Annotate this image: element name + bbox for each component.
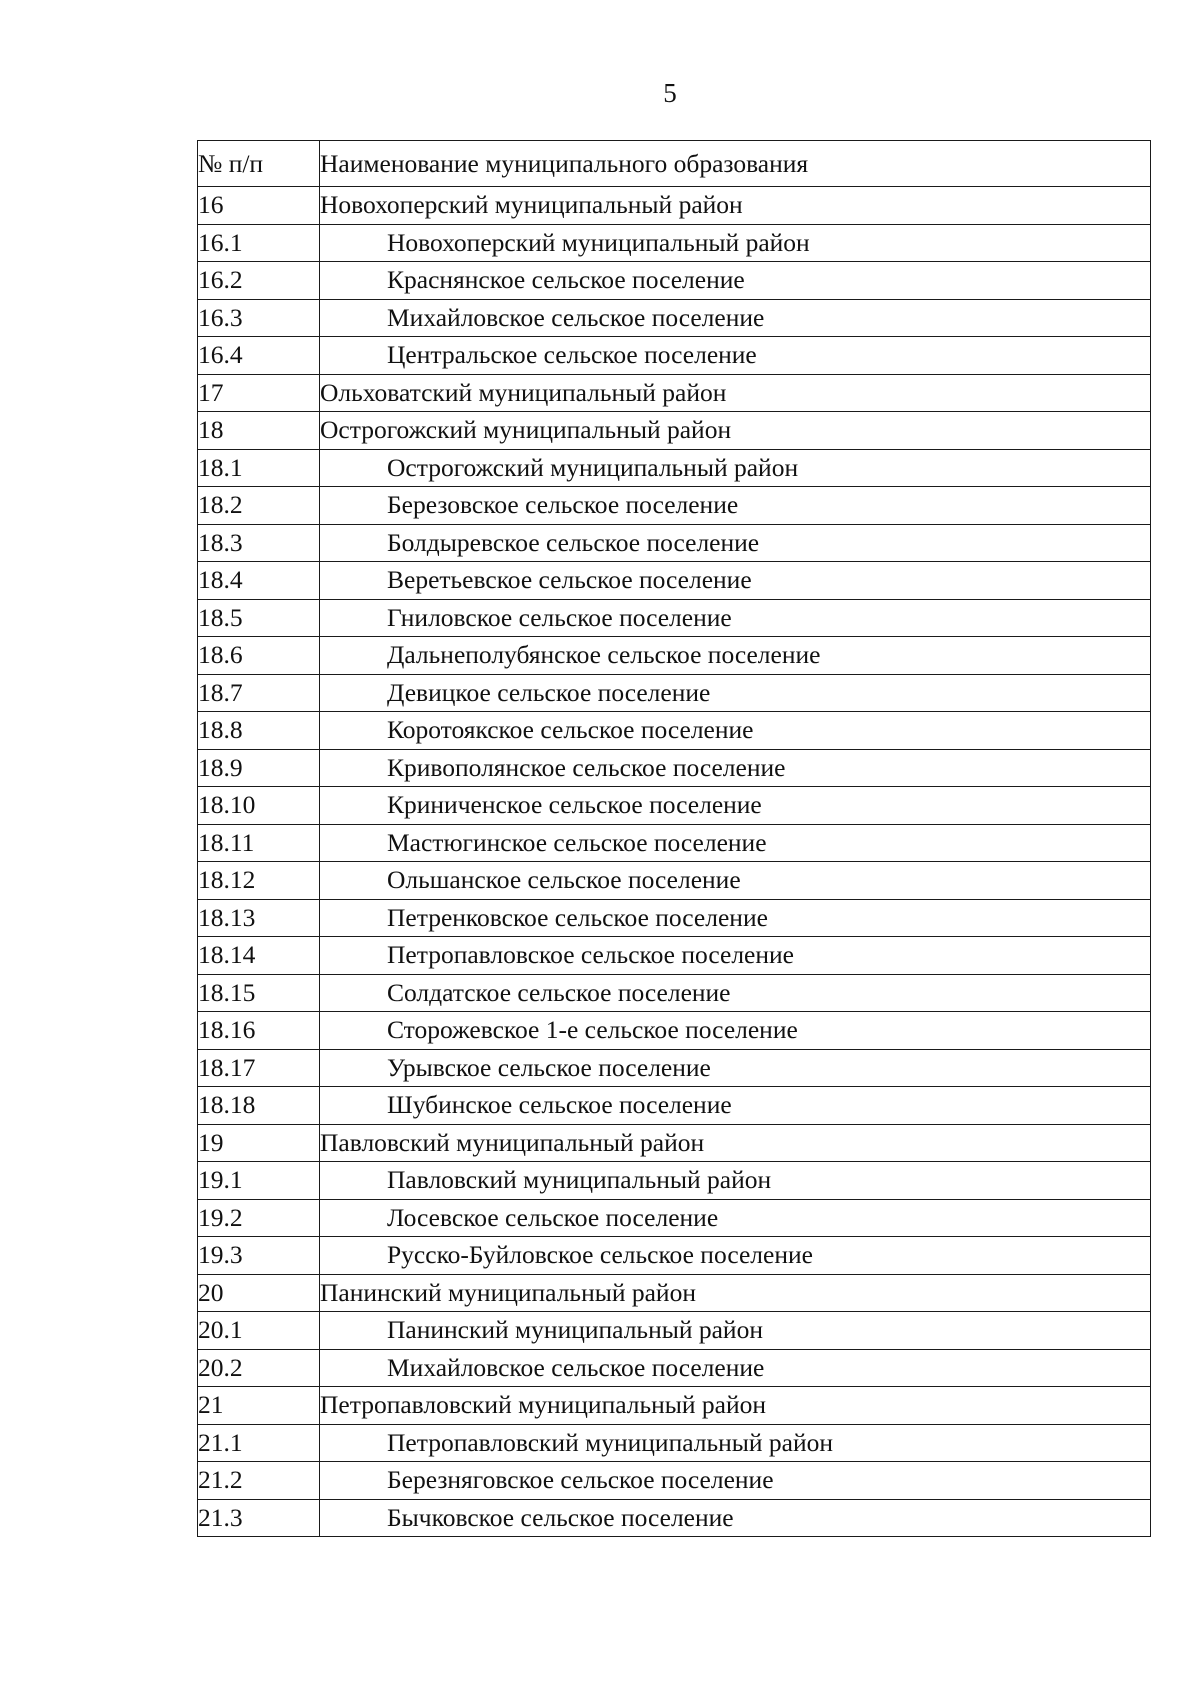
- row-number-cell: 21.2: [198, 1462, 320, 1500]
- header-name-column: Наименование муниципального образования: [320, 141, 1151, 187]
- table-row: [198, 562, 1151, 600]
- row-number-cell: 18.18: [198, 1087, 320, 1125]
- settlement-name-cell: Мастюгинское сельское поселение: [320, 824, 1151, 862]
- table-row: [198, 1424, 1151, 1462]
- header-number-column: № п/п: [198, 141, 320, 187]
- row-number-cell: 18.10: [198, 787, 320, 825]
- row-number-cell: 18.15: [198, 974, 320, 1012]
- row-number-cell: 21.3: [198, 1499, 320, 1537]
- district-name-cell: Ольховатский муниципальный район: [320, 374, 1151, 412]
- municipality-table: [197, 140, 1151, 1537]
- settlement-name-cell: Коротоякское сельское поселение: [320, 712, 1151, 750]
- settlement-name-cell: Павловский муниципальный район: [320, 1162, 1151, 1200]
- settlement-name-cell: Бычковское сельское поселение: [320, 1499, 1151, 1537]
- table-row: [198, 262, 1151, 300]
- row-number-cell: 18: [198, 412, 320, 450]
- table-row: [198, 187, 1151, 225]
- table-row: [198, 299, 1151, 337]
- settlement-name-cell: Шубинское сельское поселение: [320, 1087, 1151, 1125]
- settlement-name-cell: Ольшанское сельское поселение: [320, 862, 1151, 900]
- settlement-name-cell: Дальнеполубянское сельское поселение: [320, 637, 1151, 675]
- row-number-cell: 18.1: [198, 449, 320, 487]
- district-name-cell: Павловский муниципальный район: [320, 1124, 1151, 1162]
- table-row: [198, 524, 1151, 562]
- settlement-name-cell: Острогожский муниципальный район: [320, 449, 1151, 487]
- settlement-name-cell: Краснянское сельское поселение: [320, 262, 1151, 300]
- row-number-cell: 21: [198, 1387, 320, 1425]
- table-row: [198, 749, 1151, 787]
- settlement-name-cell: Девицкое сельское поселение: [320, 674, 1151, 712]
- table-row: [198, 1162, 1151, 1200]
- table-row: [198, 449, 1151, 487]
- row-number-cell: 20: [198, 1274, 320, 1312]
- table-row: [198, 862, 1151, 900]
- table-row: [198, 374, 1151, 412]
- district-name-cell: Новохоперский муниципальный район: [320, 187, 1151, 225]
- table-row: [198, 1087, 1151, 1125]
- table-row: [198, 1499, 1151, 1537]
- district-name-cell: Петропавловский муниципальный район: [320, 1387, 1151, 1425]
- table-row: [198, 674, 1151, 712]
- page-number: 5: [663, 78, 677, 108]
- table-row: [198, 787, 1151, 825]
- settlement-name-cell: Солдатское сельское поселение: [320, 974, 1151, 1012]
- table-row: [198, 1349, 1151, 1387]
- settlement-name-cell: Панинский муниципальный район: [320, 1312, 1151, 1350]
- table-row: [198, 487, 1151, 525]
- settlement-name-cell: Лосевское сельское поселение: [320, 1199, 1151, 1237]
- settlement-name-cell: Русско-Буйловское сельское поселение: [320, 1237, 1151, 1275]
- row-number-cell: 18.13: [198, 899, 320, 937]
- row-number-cell: 19: [198, 1124, 320, 1162]
- settlement-name-cell: Урывское сельское поселение: [320, 1049, 1151, 1087]
- table-row: [198, 412, 1151, 450]
- row-number-cell: 21.1: [198, 1424, 320, 1462]
- table-row: [198, 1237, 1151, 1275]
- table-row: [198, 1049, 1151, 1087]
- table-row: [198, 1387, 1151, 1425]
- settlement-name-cell: Петренковское сельское поселение: [320, 899, 1151, 937]
- table-row: [198, 1274, 1151, 1312]
- row-number-cell: 16.3: [198, 299, 320, 337]
- table-row: [198, 637, 1151, 675]
- table-row: [198, 1012, 1151, 1050]
- settlement-name-cell: Гниловское сельское поселение: [320, 599, 1151, 637]
- table-row: [198, 337, 1151, 375]
- row-number-cell: 18.8: [198, 712, 320, 750]
- row-number-cell: 17: [198, 374, 320, 412]
- row-number-cell: 20.2: [198, 1349, 320, 1387]
- row-number-cell: 18.5: [198, 599, 320, 637]
- table-row: [198, 974, 1151, 1012]
- settlement-name-cell: Веретьевское сельское поселение: [320, 562, 1151, 600]
- settlement-name-cell: Кривополянское сельское поселение: [320, 749, 1151, 787]
- settlement-name-cell: Криниченское сельское поселение: [320, 787, 1151, 825]
- row-number-cell: 18.6: [198, 637, 320, 675]
- row-number-cell: 18.9: [198, 749, 320, 787]
- settlement-name-cell: Михайловское сельское поселение: [320, 1349, 1151, 1387]
- table-row: [198, 937, 1151, 975]
- settlement-name-cell: Петропавловский муниципальный район: [320, 1424, 1151, 1462]
- table-row: [198, 1312, 1151, 1350]
- settlement-name-cell: Болдыревское сельское поселение: [320, 524, 1151, 562]
- table-row: [198, 712, 1151, 750]
- district-name-cell: Острогожский муниципальный район: [320, 412, 1151, 450]
- settlement-name-cell: Петропавловское сельское поселение: [320, 937, 1151, 975]
- row-number-cell: 18.17: [198, 1049, 320, 1087]
- row-number-cell: 16.1: [198, 224, 320, 262]
- district-name-cell: Панинский муниципальный район: [320, 1274, 1151, 1312]
- row-number-cell: 18.11: [198, 824, 320, 862]
- row-number-cell: 18.12: [198, 862, 320, 900]
- row-number-cell: 18.14: [198, 937, 320, 975]
- table-header: [198, 141, 1151, 187]
- settlement-name-cell: Михайловское сельское поселение: [320, 299, 1151, 337]
- row-number-cell: 18.2: [198, 487, 320, 525]
- table-row: [198, 599, 1151, 637]
- row-number-cell: 16: [198, 187, 320, 225]
- table-row: [198, 1199, 1151, 1237]
- table-row: [198, 224, 1151, 262]
- row-number-cell: 18.4: [198, 562, 320, 600]
- row-number-cell: 20.1: [198, 1312, 320, 1350]
- header-row: [198, 141, 1151, 187]
- row-number-cell: 18.7: [198, 674, 320, 712]
- row-number-cell: 19.3: [198, 1237, 320, 1275]
- row-number-cell: 19.2: [198, 1199, 320, 1237]
- settlement-name-cell: Новохоперский муниципальный район: [320, 224, 1151, 262]
- settlement-name-cell: Березняговское сельское поселение: [320, 1462, 1151, 1500]
- settlement-name-cell: Сторожевское 1-е сельское поселение: [320, 1012, 1151, 1050]
- row-number-cell: 18.16: [198, 1012, 320, 1050]
- table-row: [198, 1124, 1151, 1162]
- row-number-cell: 16.2: [198, 262, 320, 300]
- settlement-name-cell: Березовское сельское поселение: [320, 487, 1151, 525]
- table-row: [198, 1462, 1151, 1500]
- table-row: [198, 899, 1151, 937]
- table-row: [198, 824, 1151, 862]
- row-number-cell: 19.1: [198, 1162, 320, 1200]
- row-number-cell: 18.3: [198, 524, 320, 562]
- row-number-cell: 16.4: [198, 337, 320, 375]
- table-body: [198, 187, 1151, 1537]
- settlement-name-cell: Центральское сельское поселение: [320, 337, 1151, 375]
